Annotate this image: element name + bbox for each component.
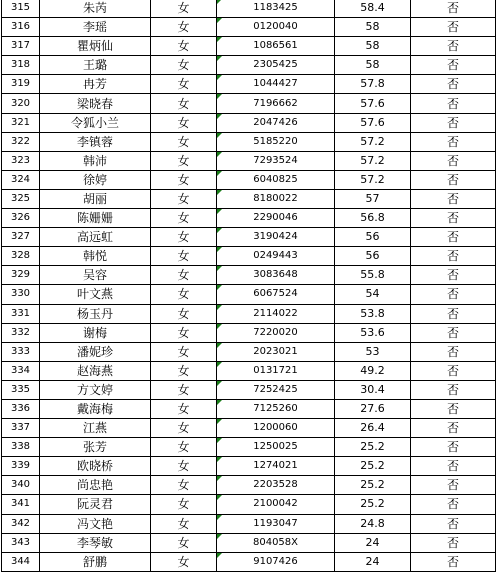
name-cell: 徐婷 xyxy=(40,170,151,189)
gender-cell: 女 xyxy=(151,419,217,438)
cell-marker-icon xyxy=(217,476,222,481)
status-cell: 否 xyxy=(411,342,496,361)
id-code-cell xyxy=(217,94,335,113)
id-code-cell xyxy=(217,209,335,228)
row-number: 331 xyxy=(2,304,40,323)
name-cell: 方文婷 xyxy=(40,380,151,399)
status-cell: 否 xyxy=(411,209,496,228)
cell-marker-icon xyxy=(217,37,222,42)
name-cell: 吴容 xyxy=(40,266,151,285)
id-code-text: 7220020 xyxy=(253,326,298,338)
score-cell: 27.6 xyxy=(335,399,411,418)
status-cell: 否 xyxy=(411,533,496,552)
row-number: 330 xyxy=(2,285,40,304)
row-number: 338 xyxy=(2,438,40,457)
id-code-text: 2047426 xyxy=(253,116,298,128)
id-code-text: 6067524 xyxy=(253,288,298,300)
gender-cell: 女 xyxy=(151,151,217,170)
row-number: 324 xyxy=(2,170,40,189)
id-code-cell xyxy=(217,266,335,285)
status-cell: 否 xyxy=(411,476,496,495)
id-code-text: 5185220 xyxy=(253,135,298,147)
row-number: 319 xyxy=(2,75,40,94)
gender-cell: 女 xyxy=(151,170,217,189)
status-cell: 否 xyxy=(411,37,496,56)
score-cell: 57.2 xyxy=(335,170,411,189)
score-cell: 58.4 xyxy=(335,0,411,18)
id-code-cell xyxy=(217,476,335,495)
gender-cell: 女 xyxy=(151,552,217,571)
table-row xyxy=(2,380,496,399)
table-row xyxy=(2,323,496,342)
cell-marker-icon xyxy=(217,400,222,405)
status-cell: 否 xyxy=(411,75,496,94)
id-code-text: 804058X xyxy=(252,536,299,548)
status-cell: 否 xyxy=(411,380,496,399)
status-cell: 否 xyxy=(411,438,496,457)
id-code-text: 2203528 xyxy=(253,479,298,491)
id-code-text: 2023021 xyxy=(253,345,298,357)
name-cell: 欧晓桥 xyxy=(40,457,151,476)
table-row xyxy=(2,75,496,94)
gender-cell: 女 xyxy=(151,304,217,323)
row-number: 334 xyxy=(2,361,40,380)
id-code-cell xyxy=(217,285,335,304)
score-cell: 57.2 xyxy=(335,151,411,170)
id-code-cell xyxy=(217,113,335,132)
status-cell: 否 xyxy=(411,94,496,113)
id-code-text: 2100042 xyxy=(253,498,298,510)
status-cell: 否 xyxy=(411,457,496,476)
id-code-cell xyxy=(217,18,335,37)
id-code-cell xyxy=(217,533,335,552)
table-row xyxy=(2,266,496,285)
id-code-cell xyxy=(217,399,335,418)
row-number: 337 xyxy=(2,419,40,438)
score-cell: 24 xyxy=(335,533,411,552)
row-number: 339 xyxy=(2,457,40,476)
score-cell: 57.8 xyxy=(335,75,411,94)
table-row xyxy=(2,113,496,132)
cell-marker-icon xyxy=(217,495,222,500)
name-cell: 冉芳 xyxy=(40,75,151,94)
score-cell: 57.6 xyxy=(335,113,411,132)
name-cell: 张芳 xyxy=(40,438,151,457)
id-code-text: 1200060 xyxy=(253,422,298,434)
name-cell: 李琴敏 xyxy=(40,533,151,552)
gender-cell: 女 xyxy=(151,209,217,228)
score-cell: 53.8 xyxy=(335,304,411,323)
name-cell: 舒鹏 xyxy=(40,552,151,571)
id-code-text: 7125260 xyxy=(253,403,298,415)
cell-marker-icon xyxy=(217,247,222,252)
score-cell: 30.4 xyxy=(335,380,411,399)
status-cell: 否 xyxy=(411,323,496,342)
name-cell: 杨玉丹 xyxy=(40,304,151,323)
gender-cell: 女 xyxy=(151,323,217,342)
id-code-text: 0249443 xyxy=(253,250,298,262)
score-cell: 25.2 xyxy=(335,476,411,495)
gender-cell: 女 xyxy=(151,495,217,514)
id-code-cell xyxy=(217,56,335,75)
cell-marker-icon xyxy=(217,438,222,443)
cell-marker-icon xyxy=(217,457,222,462)
score-cell: 54 xyxy=(335,285,411,304)
status-cell: 否 xyxy=(411,56,496,75)
score-cell: 53.6 xyxy=(335,323,411,342)
id-code-text: 2305425 xyxy=(253,59,298,71)
score-cell: 24.8 xyxy=(335,514,411,533)
status-cell: 否 xyxy=(411,419,496,438)
name-cell: 胡丽 xyxy=(40,189,151,208)
status-cell: 否 xyxy=(411,285,496,304)
score-cell: 57.2 xyxy=(335,132,411,151)
name-cell: 令狐小兰 xyxy=(40,113,151,132)
name-cell: 叶文燕 xyxy=(40,285,151,304)
cell-marker-icon xyxy=(217,362,222,367)
id-code-cell xyxy=(217,170,335,189)
status-cell: 否 xyxy=(411,18,496,37)
name-cell: 谢梅 xyxy=(40,323,151,342)
id-code-cell xyxy=(217,438,335,457)
gender-cell: 女 xyxy=(151,56,217,75)
gender-cell: 女 xyxy=(151,399,217,418)
row-number: 318 xyxy=(2,56,40,75)
cell-marker-icon xyxy=(217,266,222,271)
gender-cell: 女 xyxy=(151,189,217,208)
gender-cell: 女 xyxy=(151,514,217,533)
name-cell: 高远虹 xyxy=(40,228,151,247)
table-row xyxy=(2,170,496,189)
id-code-cell xyxy=(217,419,335,438)
status-cell: 否 xyxy=(411,361,496,380)
cell-marker-icon xyxy=(217,209,222,214)
table-row xyxy=(2,361,496,380)
id-code-text: 7252425 xyxy=(253,383,298,395)
name-cell: 李镇蓉 xyxy=(40,132,151,151)
row-number: 321 xyxy=(2,113,40,132)
id-code-text: 2290046 xyxy=(253,212,298,224)
row-number: 341 xyxy=(2,495,40,514)
id-code-text: 1193047 xyxy=(253,517,298,529)
cell-marker-icon xyxy=(217,553,222,558)
status-cell: 否 xyxy=(411,189,496,208)
cell-marker-icon xyxy=(217,114,222,119)
name-cell: 潘妮珍 xyxy=(40,342,151,361)
cell-marker-icon xyxy=(217,324,222,329)
table-row xyxy=(2,419,496,438)
id-code-text: 6040825 xyxy=(253,173,298,185)
row-number: 335 xyxy=(2,380,40,399)
table-row xyxy=(2,209,496,228)
gender-cell: 女 xyxy=(151,457,217,476)
table-row xyxy=(2,304,496,323)
status-cell: 否 xyxy=(411,170,496,189)
status-cell: 否 xyxy=(411,151,496,170)
name-cell: 陈姗姗 xyxy=(40,209,151,228)
gender-cell: 女 xyxy=(151,37,217,56)
score-cell: 57.6 xyxy=(335,94,411,113)
name-cell: 戴海梅 xyxy=(40,399,151,418)
name-cell: 梁晓春 xyxy=(40,94,151,113)
row-number: 329 xyxy=(2,266,40,285)
status-cell: 否 xyxy=(411,304,496,323)
cell-marker-icon xyxy=(217,228,222,233)
status-cell: 否 xyxy=(411,113,496,132)
table-row xyxy=(2,514,496,533)
score-cell: 58 xyxy=(335,37,411,56)
cell-marker-icon xyxy=(217,171,222,176)
score-cell: 25.2 xyxy=(335,495,411,514)
score-cell: 56 xyxy=(335,247,411,266)
status-cell: 否 xyxy=(411,399,496,418)
row-number: 325 xyxy=(2,189,40,208)
status-cell: 否 xyxy=(411,495,496,514)
name-cell: 江燕 xyxy=(40,419,151,438)
id-code-text: 7293524 xyxy=(253,154,298,166)
cell-marker-icon xyxy=(217,285,222,290)
gender-cell: 女 xyxy=(151,132,217,151)
gender-cell: 女 xyxy=(151,0,217,18)
table-row xyxy=(2,399,496,418)
status-cell: 否 xyxy=(411,247,496,266)
gender-cell: 女 xyxy=(151,438,217,457)
score-cell: 26.4 xyxy=(335,419,411,438)
id-code-cell xyxy=(217,189,335,208)
row-number: 326 xyxy=(2,209,40,228)
id-code-cell xyxy=(217,552,335,571)
table-row xyxy=(2,56,496,75)
score-cell: 56.8 xyxy=(335,209,411,228)
id-code-cell xyxy=(217,132,335,151)
id-code-cell xyxy=(217,37,335,56)
name-cell: 尚忠艳 xyxy=(40,476,151,495)
table-row xyxy=(2,342,496,361)
id-code-text: 8180022 xyxy=(253,192,298,204)
name-cell: 韩沛 xyxy=(40,151,151,170)
name-cell: 李瑶 xyxy=(40,18,151,37)
id-code-text: 0131721 xyxy=(253,364,298,376)
gender-cell: 女 xyxy=(151,533,217,552)
cell-marker-icon xyxy=(217,18,222,23)
gender-cell: 女 xyxy=(151,247,217,266)
cell-marker-icon xyxy=(217,534,222,539)
id-code-cell xyxy=(217,380,335,399)
gender-cell: 女 xyxy=(151,113,217,132)
name-cell: 韩悦 xyxy=(40,247,151,266)
row-number: 315 xyxy=(2,0,40,18)
cell-marker-icon xyxy=(217,56,222,61)
id-code-cell xyxy=(217,247,335,266)
row-number: 344 xyxy=(2,552,40,571)
status-cell: 否 xyxy=(411,0,496,18)
row-number: 333 xyxy=(2,342,40,361)
gender-cell: 女 xyxy=(151,361,217,380)
table-row xyxy=(2,438,496,457)
name-cell: 冯文艳 xyxy=(40,514,151,533)
table-row xyxy=(2,37,496,56)
name-cell: 王璐 xyxy=(40,56,151,75)
cell-marker-icon xyxy=(217,152,222,157)
cell-marker-icon xyxy=(217,0,222,4)
score-cell: 24 xyxy=(335,552,411,571)
table-row xyxy=(2,285,496,304)
table-row xyxy=(2,0,496,18)
id-code-text: 1086561 xyxy=(253,40,298,52)
name-cell: 瞿炳仙 xyxy=(40,37,151,56)
id-code-text: 1183425 xyxy=(253,2,298,14)
gender-cell: 女 xyxy=(151,75,217,94)
id-code-cell xyxy=(217,514,335,533)
id-code-cell xyxy=(217,342,335,361)
status-cell: 否 xyxy=(411,514,496,533)
id-code-text: 3190424 xyxy=(253,231,298,243)
table-row xyxy=(2,189,496,208)
id-code-text: 0120040 xyxy=(253,21,298,33)
row-number: 332 xyxy=(2,323,40,342)
gender-cell: 女 xyxy=(151,94,217,113)
score-cell: 25.2 xyxy=(335,457,411,476)
row-number: 317 xyxy=(2,37,40,56)
id-code-cell xyxy=(217,151,335,170)
table-row xyxy=(2,533,496,552)
name-cell: 朱芮 xyxy=(40,0,151,18)
row-number: 323 xyxy=(2,151,40,170)
results-table xyxy=(1,0,496,572)
id-code-cell xyxy=(217,75,335,94)
id-code-cell xyxy=(217,495,335,514)
score-cell: 55.8 xyxy=(335,266,411,285)
row-number: 342 xyxy=(2,514,40,533)
gender-cell: 女 xyxy=(151,380,217,399)
id-code-text: 1274021 xyxy=(253,460,298,472)
status-cell: 否 xyxy=(411,132,496,151)
score-cell: 49.2 xyxy=(335,361,411,380)
score-cell: 25.2 xyxy=(335,438,411,457)
row-number: 343 xyxy=(2,533,40,552)
status-cell: 否 xyxy=(411,266,496,285)
id-code-text: 1044427 xyxy=(253,78,298,90)
id-code-text: 7196662 xyxy=(253,97,298,109)
id-code-text: 2114022 xyxy=(253,307,298,319)
gender-cell: 女 xyxy=(151,266,217,285)
table-row xyxy=(2,495,496,514)
table-row xyxy=(2,132,496,151)
score-cell: 58 xyxy=(335,56,411,75)
table-row xyxy=(2,247,496,266)
table-row xyxy=(2,457,496,476)
id-code-cell xyxy=(217,323,335,342)
table-row xyxy=(2,228,496,247)
name-cell: 阮灵君 xyxy=(40,495,151,514)
table-row xyxy=(2,476,496,495)
table-row xyxy=(2,151,496,170)
table-row xyxy=(2,94,496,113)
cell-marker-icon xyxy=(217,305,222,310)
row-number: 322 xyxy=(2,132,40,151)
gender-cell: 女 xyxy=(151,476,217,495)
cell-marker-icon xyxy=(217,190,222,195)
gender-cell: 女 xyxy=(151,285,217,304)
id-code-cell xyxy=(217,228,335,247)
id-code-cell xyxy=(217,304,335,323)
status-cell: 否 xyxy=(411,228,496,247)
results-table-body xyxy=(2,0,496,571)
cell-marker-icon xyxy=(217,515,222,520)
gender-cell: 女 xyxy=(151,342,217,361)
score-cell: 57 xyxy=(335,189,411,208)
cell-marker-icon xyxy=(217,381,222,386)
row-number: 320 xyxy=(2,94,40,113)
id-code-text: 1250025 xyxy=(253,441,298,453)
cell-marker-icon xyxy=(217,343,222,348)
id-code-cell xyxy=(217,457,335,476)
row-number: 336 xyxy=(2,399,40,418)
table-row xyxy=(2,18,496,37)
row-number: 340 xyxy=(2,476,40,495)
table-row xyxy=(2,552,496,571)
score-cell: 53 xyxy=(335,342,411,361)
cell-marker-icon xyxy=(217,75,222,80)
gender-cell: 女 xyxy=(151,228,217,247)
gender-cell: 女 xyxy=(151,18,217,37)
status-cell: 否 xyxy=(411,552,496,571)
id-code-text: 3083648 xyxy=(253,269,298,281)
cell-marker-icon xyxy=(217,419,222,424)
cell-marker-icon xyxy=(217,133,222,138)
id-code-cell xyxy=(217,0,335,18)
name-cell: 赵海燕 xyxy=(40,361,151,380)
id-code-cell xyxy=(217,361,335,380)
row-number: 316 xyxy=(2,18,40,37)
score-cell: 56 xyxy=(335,228,411,247)
row-number: 327 xyxy=(2,228,40,247)
id-code-text: 9107426 xyxy=(253,555,298,567)
row-number: 328 xyxy=(2,247,40,266)
score-cell: 58 xyxy=(335,18,411,37)
cell-marker-icon xyxy=(217,94,222,99)
